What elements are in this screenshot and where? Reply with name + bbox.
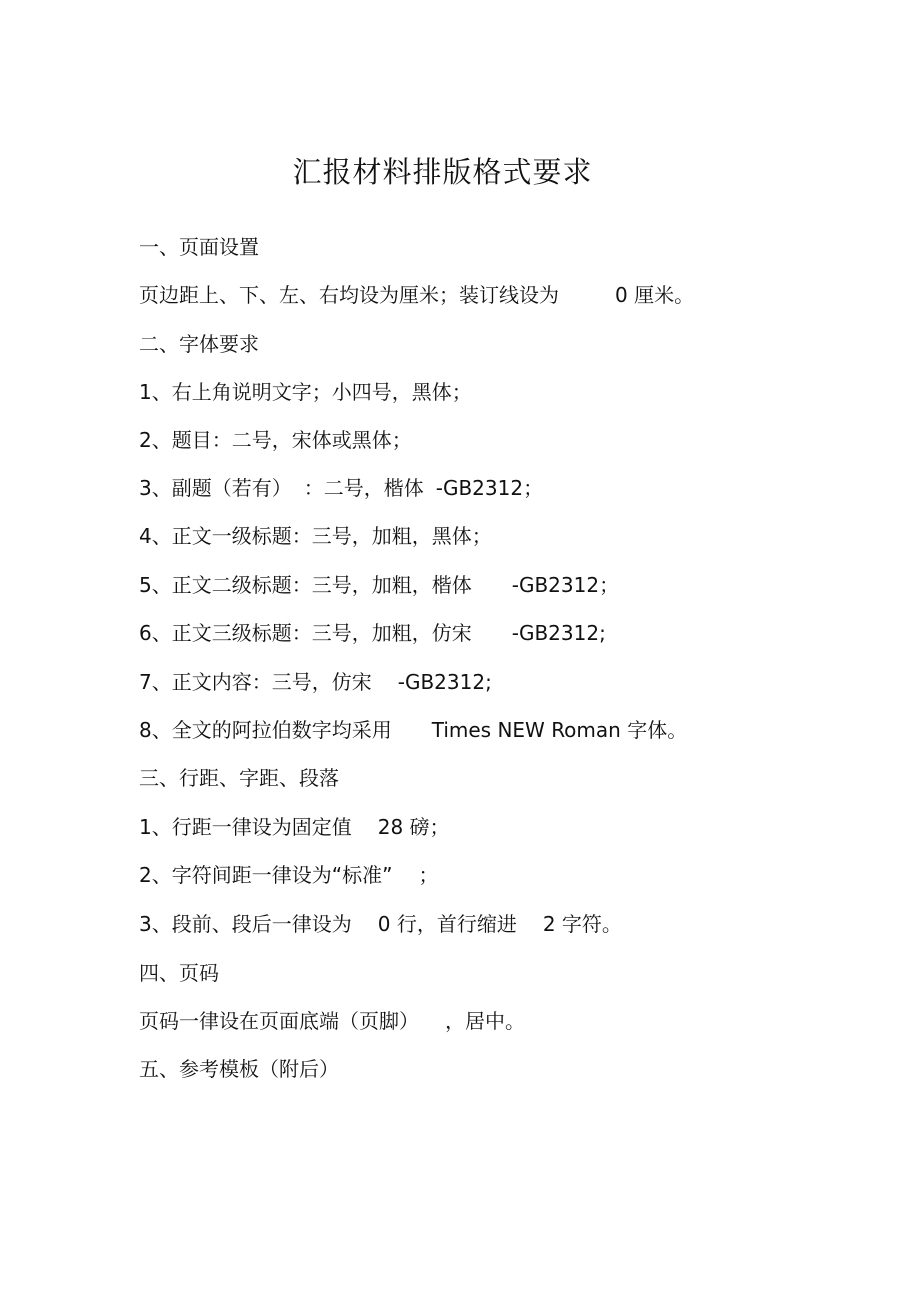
font-item-6 — [139, 618, 606, 648]
spacing-item-1-part-1: 1、行距一律设为固定值 — [139, 815, 352, 839]
page-number-text-part-1: 页码一律设在页面底端（页脚） — [139, 1009, 419, 1033]
font-item-7 — [139, 667, 492, 697]
section-heading-spacing: 三、行距、字距、段落 — [139, 766, 339, 790]
font-item-1: 1、右上角说明文字；小四号，黑体； — [139, 380, 472, 404]
font-item-2: 2、题目：二号，宋体或黑体； — [139, 428, 412, 452]
font-item-7-part-2: -GB2312; — [397, 670, 492, 694]
page-setup-text-part-1: 页边距上、下、左、右均设为厘米；装订线设为 — [139, 283, 559, 307]
font-item-7-part-1: 7、正文内容：三号，仿宋 — [139, 670, 372, 694]
page-number-text-part-2: ，居中。 — [445, 1009, 525, 1033]
font-item-8-part-2: Times NEW Roman 字体。 — [431, 718, 688, 742]
font-item-4: 4、正文一级标题：三号，加粗，黑体； — [139, 524, 492, 548]
spacing-item-3-part-1: 3、段前、段后一律设为 — [139, 912, 352, 936]
font-item-5-part-1: 5、正文二级标题：三号，加粗，楷体 — [139, 573, 472, 597]
font-item-5 — [139, 570, 619, 600]
page-setup-text — [139, 280, 694, 310]
font-item-8-part-1: 8、全文的阿拉伯数字均采用 — [139, 718, 392, 742]
page-number-text — [139, 1006, 525, 1036]
spacing-item-3-part-3: 2 字符。 — [542, 912, 622, 936]
spacing-item-2 — [139, 860, 438, 890]
section-heading-fonts: 二、字体要求 — [139, 332, 259, 356]
spacing-item-1 — [139, 812, 450, 842]
font-item-5-part-2: -GB2312； — [511, 573, 620, 597]
section-heading-template: 五、参考模板（附后） — [139, 1057, 339, 1081]
spacing-item-2-part-2: ； — [418, 863, 439, 887]
spacing-item-3-part-2: 0 行，首行缩进 — [377, 912, 517, 936]
section-heading-page-number: 四、页码 — [139, 961, 219, 985]
font-item-6-part-1: 6、正文三级标题：三号，加粗，仿宋 — [139, 621, 472, 645]
font-item-6-part-2: -GB2312; — [511, 621, 606, 645]
font-item-3-part-3: -GB2312； — [435, 476, 544, 500]
font-item-3-part-1: 3、副题（若有） — [139, 476, 292, 500]
spacing-item-2-part-1: 2、字符间距一律设为“标准” — [139, 863, 393, 887]
document-title: 汇报材料排版格式要求 — [292, 155, 593, 189]
font-item-3-part-2: ：二号，楷体 — [303, 476, 424, 500]
spacing-item-3 — [139, 909, 622, 939]
section-heading-page-setup: 一、页面设置 — [139, 235, 259, 259]
page-setup-text-part-2: 0 厘米。 — [615, 283, 695, 307]
spacing-item-1-part-2: 28 磅； — [377, 815, 450, 839]
font-item-8 — [139, 715, 687, 745]
font-item-3 — [139, 473, 543, 503]
